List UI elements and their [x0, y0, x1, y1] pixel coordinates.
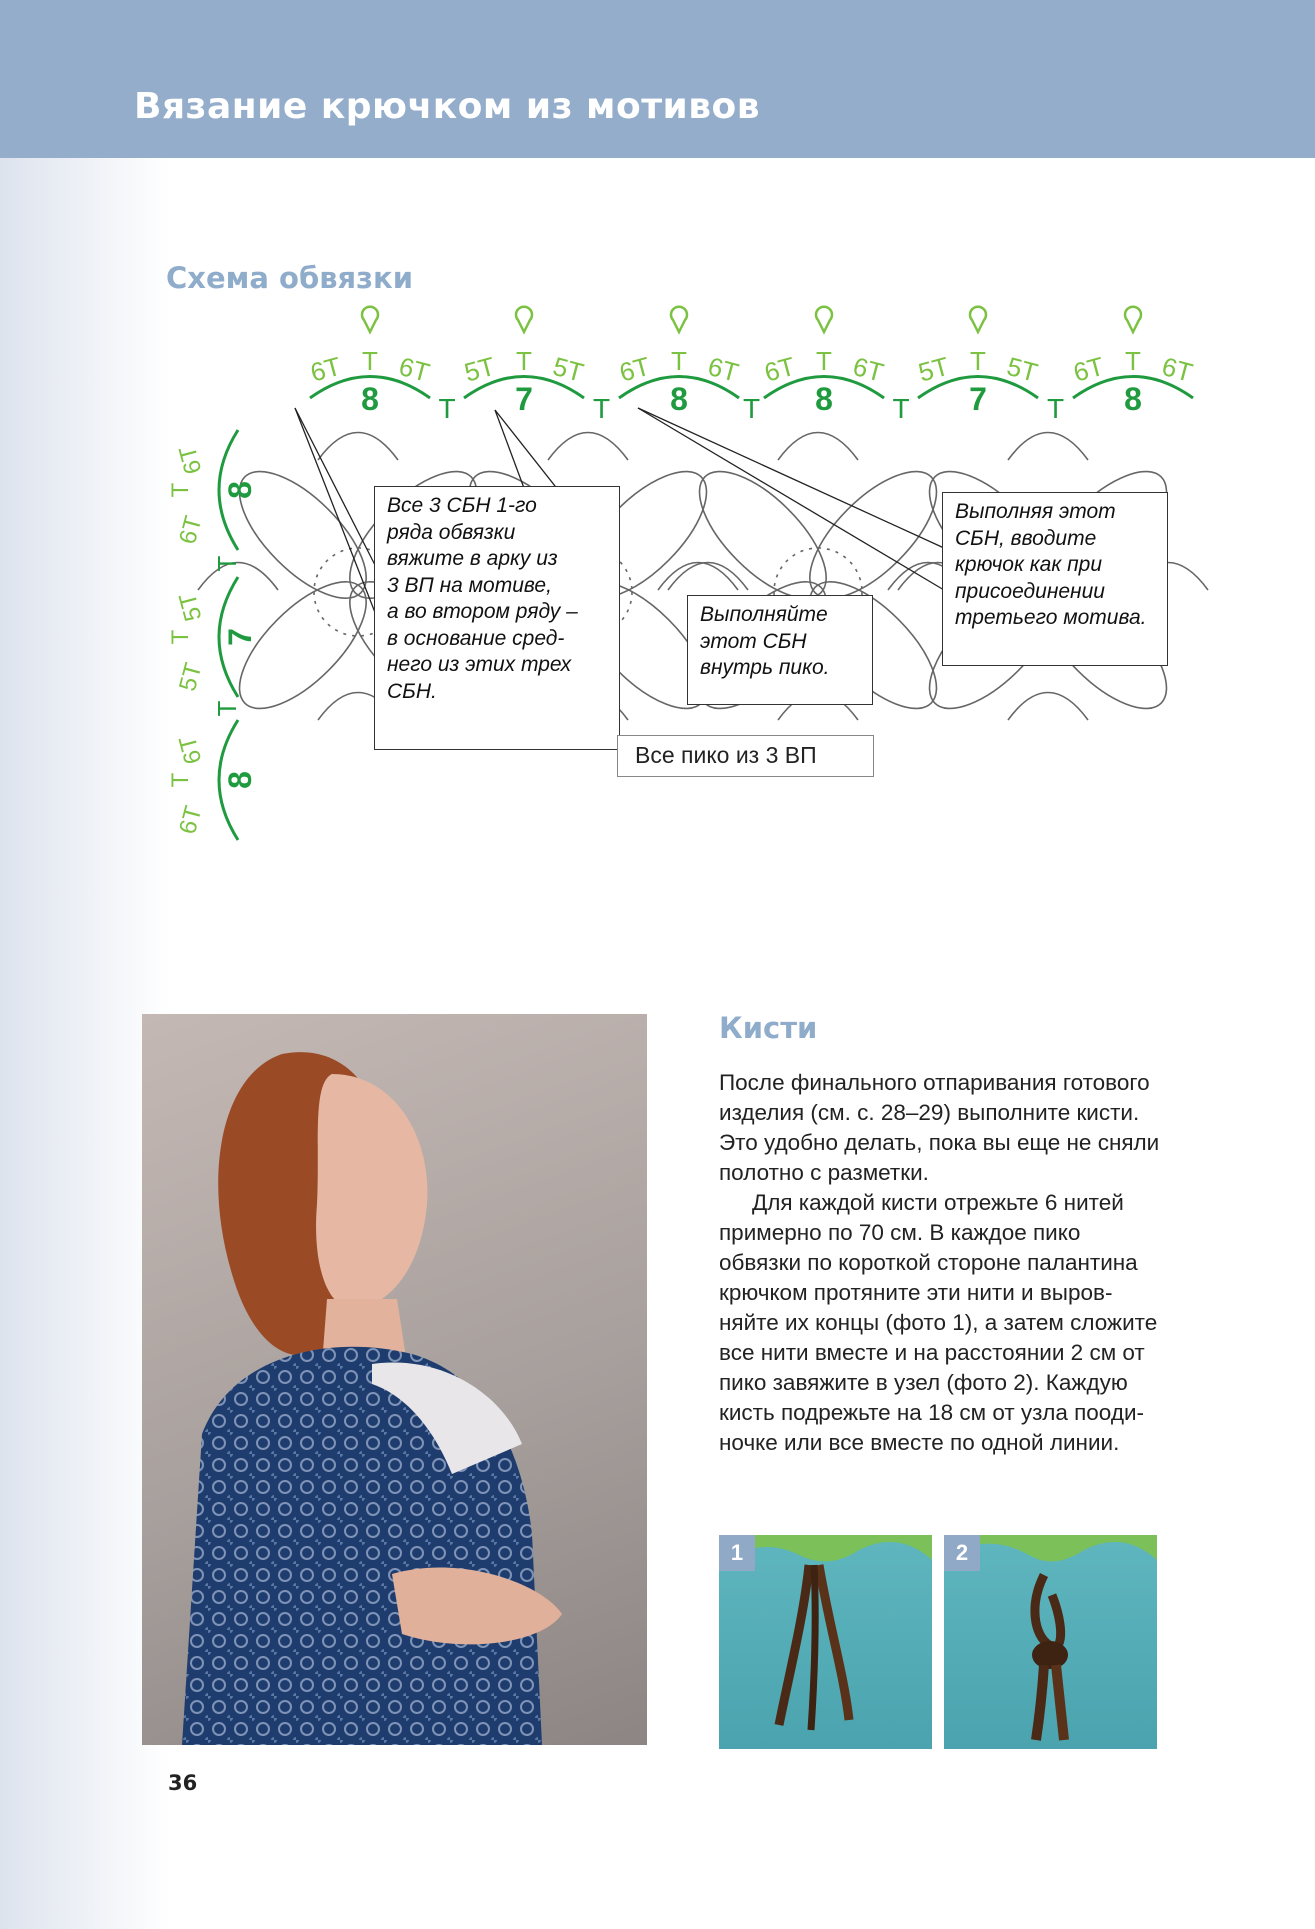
- top-arc-side-left: 6T: [307, 350, 345, 388]
- leader-line: [638, 408, 944, 548]
- motif-arch: [1008, 433, 1088, 461]
- top-arc-side-right: 5T: [549, 350, 587, 388]
- motif-petal: [679, 451, 846, 618]
- join-stitch: T: [892, 393, 910, 424]
- picot-icon: [1125, 307, 1141, 332]
- left-arc-count: 7: [222, 628, 258, 646]
- left-arc-side-upper: 6T: [174, 442, 208, 477]
- tassels-instructions: [719, 1068, 1229, 1458]
- left-arc-side-upper: 6T: [174, 732, 208, 767]
- motif-arch: [548, 433, 628, 461]
- top-arc-stitch: T: [671, 346, 687, 376]
- leader-line: [638, 408, 944, 590]
- top-arc-stitch: T: [362, 346, 378, 376]
- callout-join-third-motif: Выполняя этот СБН, вводите крючок как при присоединении третьего мотива.: [942, 492, 1168, 666]
- top-arc-stitch: T: [516, 346, 532, 376]
- left-arc-stitch: T: [167, 482, 194, 498]
- motif-arch: [318, 433, 398, 461]
- page-header: [0, 0, 1315, 158]
- left-arc-count: 8: [222, 771, 258, 789]
- motif-petal: [219, 451, 386, 618]
- top-arc-side-right: 6T: [849, 350, 887, 388]
- top-arc-stitch: T: [816, 346, 832, 376]
- join-stitch: T: [742, 393, 761, 424]
- callout-inside-picot: Выполняйте этот СБН внутрь пико.: [687, 595, 873, 705]
- join-stitch: T: [592, 393, 611, 424]
- top-arc-side-left: 6T: [761, 350, 799, 388]
- top-arc-count: 8: [361, 381, 379, 417]
- join-stitch: T: [438, 393, 456, 424]
- picot-legend: Все пико из 3 ВП: [617, 735, 874, 777]
- diagram-section-title: Схема обвязки: [166, 261, 414, 295]
- top-arc-stitch: T: [1125, 346, 1141, 376]
- step-1-badge: 1: [719, 1535, 755, 1571]
- picot-icon: [671, 307, 687, 332]
- picot-icon: [362, 307, 378, 332]
- motif-arch: [658, 563, 738, 591]
- tassels-paragraph-1: После финального отпаривания готового изделия (см. с. 28–29) выполните кисти. Это удобно делать, пока вы еще не сняли полотно с разметки.: [719, 1070, 1160, 1185]
- join-stitch: T: [212, 555, 242, 572]
- shawl-photo-illustration: [142, 1014, 647, 1745]
- picot-icon: [970, 307, 986, 332]
- woman-wearing-shawl-photo: [142, 1014, 647, 1745]
- left-arc-count: 8: [222, 481, 258, 499]
- tassels-paragraph-2: Для каждой кисти отрежьте 6 нитей примерно по 70 см. В каждое пико обвязки по короткой стороне палантина крючком протяните эти нити и выров- няйте их концы (фото 1), а затем сложите все нити вместе и на расстоянии 2 см от пико завяжите в узел (фото 2). Каждую кисть подрежьте на 18 см от узла пооди- ночке или все вместе по одной линии.: [719, 1190, 1158, 1455]
- page-number: 36: [168, 1771, 198, 1795]
- motif-arch: [668, 563, 748, 591]
- top-arc-side-left: 6T: [616, 350, 654, 388]
- picot-icon: [816, 307, 832, 332]
- left-arc-stitch: T: [167, 772, 194, 788]
- join-stitch: T: [212, 700, 242, 717]
- top-arc-count: 8: [670, 381, 688, 417]
- motif-arch: [778, 433, 858, 461]
- top-arc-count: 8: [1124, 381, 1142, 417]
- top-arc-side-left: 6T: [1070, 350, 1108, 388]
- left-arc-side-lower: 6T: [174, 803, 208, 838]
- top-arc-count: 8: [815, 381, 833, 417]
- top-arc-count: 7: [515, 381, 533, 417]
- motif-petal: [790, 451, 957, 618]
- top-arc-side-right: 5T: [1003, 350, 1041, 388]
- tassel-step-2-photo: [944, 1535, 1157, 1749]
- page-title: Вязание крючком из мотивов: [134, 86, 761, 127]
- top-arc-count: 7: [969, 381, 987, 417]
- top-arc-side-right: 6T: [395, 350, 433, 388]
- tassels-section-title: Кисти: [719, 1011, 818, 1045]
- callout-first-row: Все 3 СБН 1-го ряда обвязки вяжите в арку из 3 ВП на мотиве, а во втором ряду – в основание сред- него из этих трех СБН.: [374, 486, 620, 750]
- step-2-badge: 2: [944, 1535, 980, 1571]
- top-arc-side-right: 6T: [704, 350, 742, 388]
- motif-arch: [1008, 693, 1088, 721]
- top-arc-side-left: 5T: [915, 350, 953, 388]
- tassel-step-1-photo: [719, 1535, 932, 1749]
- picot-icon: [516, 307, 532, 332]
- join-stitch: T: [1046, 393, 1065, 424]
- left-arc-side-lower: 5T: [174, 660, 208, 695]
- leader-line: [295, 408, 376, 567]
- top-arc-side-left: 5T: [461, 350, 499, 388]
- top-arc-stitch: T: [970, 346, 986, 376]
- top-arc-side-right: 6T: [1158, 350, 1196, 388]
- left-arc-side-lower: 6T: [174, 513, 208, 548]
- left-arc-stitch: T: [167, 629, 194, 645]
- left-arc-side-upper: 5T: [174, 589, 208, 624]
